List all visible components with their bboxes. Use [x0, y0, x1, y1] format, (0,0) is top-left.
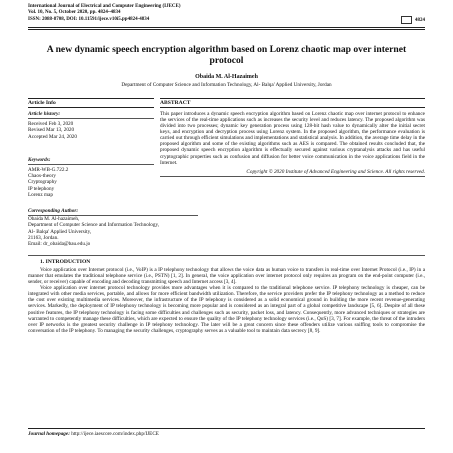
keywords-label: Keywords:: [28, 157, 154, 165]
journal-page-number-wrap: [401, 16, 425, 24]
introduction-heading: 1. INTRODUCTION: [40, 259, 91, 266]
abstract-text: This paper introduces a dynamic speech encryption algorithm based on Lorenz chaotic map over internet protocol to enhance the services of the real-time applications such as increases the security level and reduces latency. The proposed algorithm was divided into two processes; dynamic key generation process using 128-bit hash value to dynamically alter the initial secret keys, and encryption and decryption process using Lorenz system. In the proposed algorithm, the performance evaluation is carried out through efficient simulations and implementations and statistical analysis. In addition, the average time delay in the proposed algorithm and some of the existing algorithms such as AES is compared. The obtained results concluded that, the proposed dynamic speech encryption algorithm is effectually secured against various cryptanalysis attacks and has useful cryptographic properties such as confusion and diffusion for better voice communication in the voice applications field in the Internet.: [160, 110, 425, 166]
history-accepted: Accepted Mar 24, 2020: [28, 133, 77, 140]
corresponding-author: [28, 208, 198, 247]
journal-name: International Journal of Electrical and Computer Engineering (IJECE): [28, 4, 181, 9]
journal-header: [28, 4, 425, 25]
footer-label: Journal homepage:: [28, 431, 70, 437]
front-matter: [28, 98, 425, 198]
keyword-item: Chaos-theory: [28, 173, 56, 180]
paper-author: Obaida M. Al-Hazaimeh: [195, 73, 258, 80]
corresponding-author-label: Corresponding Author:: [28, 208, 198, 216]
corresponding-line: Obaida M. Al-hazaimeh,: [28, 216, 80, 223]
section-rule: [28, 255, 425, 256]
journal-logo-icon: [401, 16, 412, 24]
journal-issn: ISSN: 2088-8708, DOI: 10.11591/ijece.v10i5.pp4824-4834: [28, 17, 150, 23]
keyword-item: Lorenz map: [28, 191, 53, 198]
article-history-label: Article history:: [28, 111, 154, 119]
page-footer: [28, 428, 425, 437]
copyright-notice: Copyright © 2020 Institute of Advanced Engineering and Science. All rights reserved.: [160, 169, 425, 177]
journal-issn-row: [28, 16, 425, 24]
abstract-column: [160, 98, 425, 198]
header-rule: [28, 27, 425, 28]
history-received: Received Feb 3, 2020: [28, 121, 74, 128]
journal-volume: Vol. 10, No. 5, October 2020, pp. 4824~4834: [28, 10, 121, 16]
keyword-item: Cryptography: [28, 179, 57, 186]
keywords-list: [28, 167, 154, 198]
abstract-heading: ABSTRACT: [160, 98, 425, 108]
body-paragraph: Voice application over internet protocol technology provides more advantages when it is compared to the traditional telephone service. IP telephony technology is cheaper, can be integrated with other media services, portable, and allows for more efficient bandwidth utilization. Therefore, the service providers prefer the IP telephony technology as a method to reduce the cost over existing multimedia services. Moreover, the infrastructure of the IP telephony is considered as a solid economical ground in building the more recent revenue-generating services. Markedly, the deployment of IP telephony technology is becoming more popular and is considered as an integral part of a global competitive landscape [5, 6]. Despite of all these positive features, the IP telephony technology is facing some difficulties and challenges such as security, packet loss, and latency. Consequently, more advanced techniques or strategies are warranted to competently manage these difficulties, which are expected to ensure the quality of the IP telephony technology services (i.e., QoS) [3, 7]. For example, the threat of the intruders over IP networks is the greatest security challenge in IP telephony technology. The later will be a great concern since these offenders utilize various sniffing tools to compromise the conversation of the IP telephony. To managing the security challenges, cryptography serves as a valuable tool to maintain data secrecy [8, 9].: [28, 285, 425, 334]
keyword-item: IP telephony: [28, 185, 55, 192]
corresponding-line: Department of Computer Science and Information Technology,: [28, 222, 160, 229]
introduction-body: [28, 267, 425, 334]
article-info-heading: Article Info: [28, 98, 154, 108]
corresponding-email[interactable]: Email: dr_obaida@bau.edu.jo: [28, 241, 91, 247]
journal-page-number: 4824: [415, 18, 425, 24]
footer-url[interactable]: http://ijece.iaescore.com/index.php/IJECE: [71, 431, 159, 437]
history-revised: Revised Mar 13, 2020: [28, 127, 75, 134]
corresponding-line: 21163, Jordan.: [28, 234, 59, 241]
header-rule-double: [28, 29, 425, 30]
paper-title: A new dynamic speech encryption algorithm based on Lorenz chaotic map over internet protocol: [46, 43, 407, 66]
body-paragraph: Voice application over Internet protocol (i.e., VoIP) is a IP telephony technology that allows the voice data as human voice to transfers in real-time over Internet Protocol (i.e., IP) in a manner that emulates the traditional telephone service (i.e., PSTN) [1, 2]. In general, the voice application over internet protocol only requires an program on the end-point computer (i.e., sender, or receiver) capable of encoding and decoding transmitting speech and Internet access [3, 4].: [28, 267, 425, 286]
article-history-list: [28, 121, 154, 140]
article-info-column: [28, 98, 154, 198]
keyword-item: AMR-WB-G.722.2: [28, 166, 69, 173]
paper-affiliation: Department of Computer Science and Information Technology, Al- Balqa' Applied University, Jordan: [121, 81, 332, 88]
corresponding-line: Al- Balqa' Applied University,: [28, 228, 92, 235]
